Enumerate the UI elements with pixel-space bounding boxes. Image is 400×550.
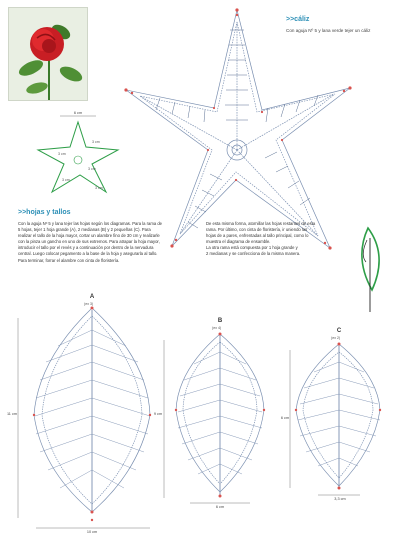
leaf-b-count: (ex 4): [212, 326, 222, 330]
leaf-b-label: B: [217, 318, 223, 324]
hojas-line: hojas de a pares, enfrentadas al tallo principal, como lo: [206, 233, 309, 239]
hojas-line: Con la aguja Nº 5 y lana tejer las hojas según los diagramas. Para la rama de: [18, 221, 162, 226]
hojas-line: central. Luego colocar pegamento a la base de la hoja y asegurarla al tallo.: [18, 251, 158, 257]
leaf-c-count: (ex 2): [331, 336, 341, 340]
leaf-b-width: 6 cm: [215, 505, 225, 509]
small-star-dim-3: 3 cm: [88, 167, 96, 171]
hojas-line: realizar el tallo de la hoja mayor, cortar un alambre fino de 30 cm y realizarle: [18, 233, 160, 239]
hojas-line: Para terminar, forrar el alambre con cinta de floristería.: [18, 257, 120, 263]
hojas-line: 2 medianas y se confecciona de la misma manera.: [206, 251, 301, 257]
leaf-a-label: A: [89, 294, 95, 300]
hojas-line: muestra el diagrama de ensamble.: [206, 239, 271, 245]
leaf-a-count: (ex 3): [84, 302, 94, 306]
small-star-width: 6 cm: [73, 111, 83, 115]
leaf-a-width: 10 cm: [86, 530, 98, 534]
hojas-line: De esta misma forma, atornillar las hojas restantes de esta: [206, 221, 316, 226]
hojas-title: >>hojas y tallos: [18, 209, 71, 216]
hojas-line: 5 hojas, tejer 1 hoja grande (A), 2 medianas (B) y 2 pequeñas (C). Para: [18, 227, 151, 233]
small-star-dim-1: 3 cm: [92, 140, 100, 144]
caliz-instructions: Con aguja Nº 5 y lana verde tejer un cáliz: [286, 28, 371, 33]
hojas-line: rama. Por último, con cinta de floristería, ir uniendo las: [206, 227, 308, 233]
leaf-a-height: 11 cm: [6, 412, 18, 416]
small-star-dim-4: 3 cm: [62, 178, 70, 182]
caliz-title: >>cáliz: [286, 16, 310, 23]
small-star-dim-2: 3 cm: [58, 152, 66, 156]
leaf-b-height: 9 cm: [153, 412, 163, 416]
leaf-c-width: 3,3 cm: [334, 497, 346, 501]
leaf-c-height: 6 cm: [280, 416, 290, 420]
hojas-line: La otra rama está compuesta por 1 hoja grande y: [206, 245, 298, 251]
hojas-line: introducir el tallo por el revés y a continuación por dentro de la nervadura: [18, 245, 154, 251]
small-star-dim-5: 3 cm: [95, 186, 103, 190]
leaf-c-label: C: [336, 328, 342, 334]
hojas-line: con la pinza un gancho en uno de sus extremos. Para atrapar la hoja mayor,: [18, 239, 160, 245]
